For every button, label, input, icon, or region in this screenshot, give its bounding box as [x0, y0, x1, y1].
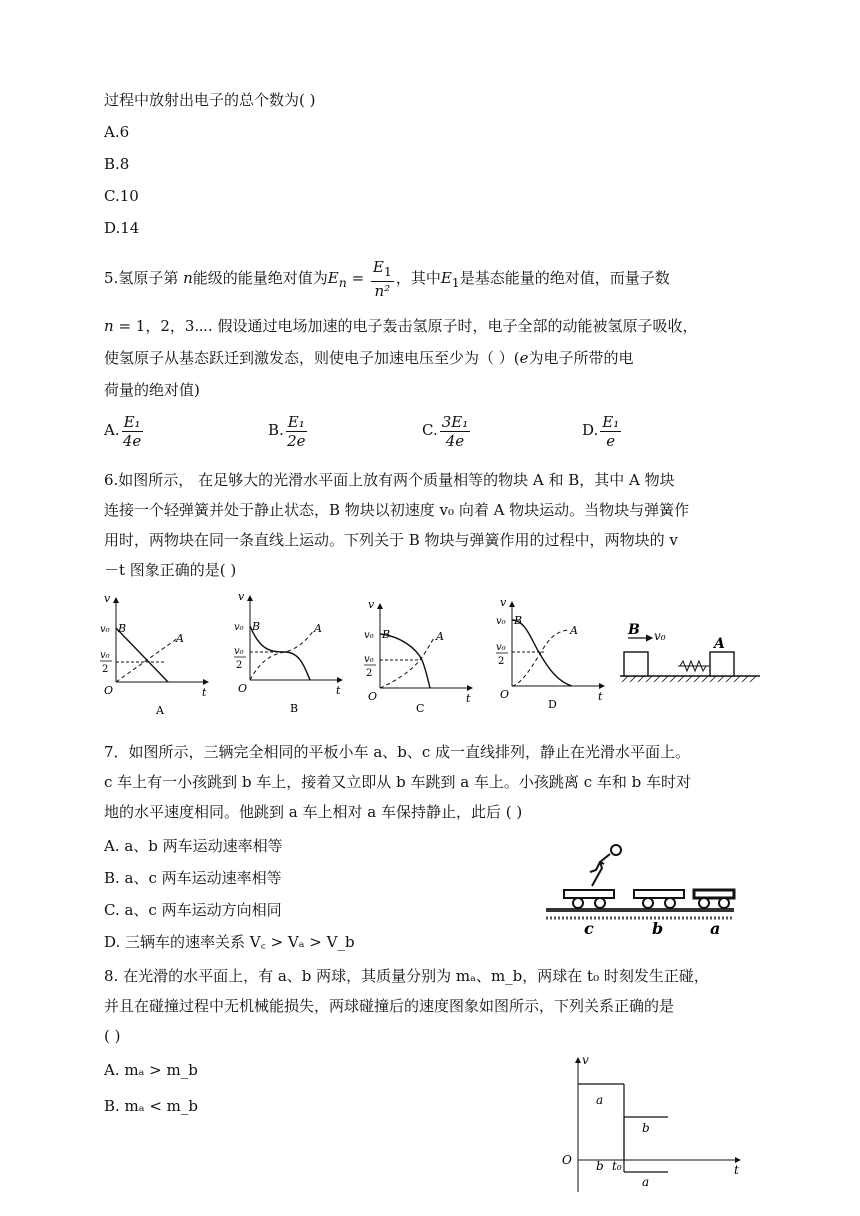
q6-graph-a [100, 592, 208, 717]
block-a [710, 652, 734, 676]
cart-b [634, 890, 684, 898]
q6-graph-c [364, 598, 472, 715]
svg-text:B: B [514, 614, 523, 627]
q5-line1: 5.氢原子第 n能级的能量绝对值为$E_n$ = $\frac{E_1}{\text{n²}}$ ，其中$E_1$是基态能量的绝对值，而量子数 [104, 258, 670, 300]
child-icon [590, 845, 621, 886]
svg-text:A: A [714, 636, 725, 652]
svg-text:O: O [500, 688, 510, 701]
q4-option-d: D.14 [104, 219, 140, 237]
q4-option-c: C.10 [104, 187, 139, 205]
q5-line2: n = 1，2，3⋯. 假设通过电场加速的电子轰击氢原子时，电子全部的动能被氢原子吸收， [104, 317, 698, 335]
q8-line3: ( ) [104, 1027, 121, 1045]
q6-line1: 6.如图所示， 在足够大的光滑水平面上放有两个质量相等的物块 A 和 B，其中 A 物块 [104, 471, 675, 489]
svg-text:O: O [104, 684, 114, 697]
q7-option-b: B. a、c 两车运动速率相等 [104, 869, 282, 887]
svg-text:B: B [382, 628, 391, 641]
svg-text:v: v [368, 598, 375, 611]
svg-text:v₀: v₀ [234, 622, 244, 633]
svg-text:2: 2 [236, 660, 243, 671]
svg-text:b: b [596, 1159, 604, 1173]
svg-text:t: t [336, 684, 341, 697]
q5-option-a: A. $\frac{\text{E₁}}{4e}$ [104, 412, 142, 450]
q7-line2: c 车上有一小孩跳到 b 车上，接着又立即从 b 车跳到 a 车上。小孩跳离 c 车和 b 车时对 [104, 773, 692, 791]
svg-text:t: t [598, 690, 603, 703]
q4-option-b: B.8 [104, 155, 130, 173]
svg-text:B: B [290, 702, 299, 715]
svg-text:D: D [548, 698, 557, 711]
svg-text:A: A [314, 622, 322, 635]
block-b [624, 652, 648, 676]
svg-text:v₀: v₀ [100, 650, 110, 661]
svg-text:A: A [156, 704, 164, 717]
q8-line1: 8. 在光滑的水平面上，有 a、b 两球，其质量分别为 mₐ、m_b，两球在 t₀ 时刻发生正碰， [104, 967, 709, 985]
svg-text:t: t [734, 1163, 739, 1177]
svg-text:v: v [238, 590, 245, 603]
svg-text:t: t [466, 692, 471, 705]
svg-text:C: C [416, 702, 425, 715]
svg-text:a: a [642, 1175, 650, 1189]
q7-carts-diagram [546, 842, 736, 937]
svg-text:v: v [500, 596, 507, 609]
svg-text:t₀: t₀ [612, 1159, 622, 1173]
svg-text:v₀: v₀ [364, 654, 374, 665]
q4-stem: 过程中放射出电子的总个数为( ) [104, 91, 316, 109]
svg-text:B: B [628, 622, 640, 638]
q6-vt-graphs [96, 590, 776, 720]
q5-option-d: D. $\frac{\text{E₁}}{e}$ [582, 412, 620, 450]
svg-text:v₀: v₀ [100, 624, 110, 635]
q4-option-a: A.6 [104, 123, 130, 141]
svg-text:A: A [436, 630, 444, 643]
q5-line3: 使氢原子从基态跃迁到激发态，则使电子加速电压至少为（ ）(e为电子所带的电 [104, 349, 634, 367]
svg-text:v₀: v₀ [364, 630, 374, 641]
q5-option-c: C. $\frac{\text{3E₁}}{4e}$ [422, 412, 469, 450]
q7-line1: 7．如图所示，三辆完全相同的平板小车 a、b、c 成一直线排列，静止在光滑水平面上。 [104, 743, 691, 761]
svg-text:a: a [710, 919, 721, 937]
svg-text:v: v [582, 1053, 589, 1067]
svg-text:O: O [238, 682, 248, 695]
q7-option-d: D. 三辆车的速率关系 V꜀ > Vₐ > V_b [104, 933, 355, 951]
svg-text:2: 2 [498, 656, 505, 667]
q6-graph-d [496, 596, 604, 711]
svg-text:A: A [176, 632, 184, 645]
svg-text:v₀: v₀ [654, 629, 666, 643]
q6-graph-b [234, 590, 342, 715]
svg-text:c: c [584, 919, 594, 937]
svg-text:B: B [118, 622, 127, 635]
spring [678, 661, 710, 671]
q7-option-a: A. a、b 两车运动速率相等 [104, 837, 283, 855]
svg-text:v₀: v₀ [496, 616, 506, 627]
svg-text:v₀: v₀ [234, 646, 244, 657]
q7-option-c: C. a、c 两车运动方向相同 [104, 901, 282, 919]
q8-velocity-graph [554, 1052, 754, 1194]
svg-text:t: t [202, 686, 207, 699]
q7-line3: 地的水平速度相同。他跳到 a 车上相对 a 车保持静止，此后 ( ) [104, 803, 523, 821]
svg-text:b: b [642, 1121, 650, 1135]
q8-line2: 并且在碰撞过程中无机械能损失，两球碰撞后的速度图象如图所示，下列关系正确的是 [104, 997, 675, 1015]
q5-energy-fraction: $\frac{E_1}{\text{n²}}$ [372, 258, 392, 300]
svg-text:v: v [104, 592, 111, 605]
q6-setup-diagram [620, 622, 760, 682]
svg-text:A: A [570, 624, 578, 637]
q6-line4: －t 图象正确的是( ) [104, 561, 237, 579]
q8-option-b: B. mₐ < m_b [104, 1097, 198, 1115]
q8-option-a: A. mₐ > m_b [104, 1061, 198, 1079]
svg-text:a: a [596, 1093, 604, 1107]
svg-text:O: O [562, 1153, 572, 1167]
svg-text:b: b [652, 919, 664, 937]
q5-line4: 荷量的绝对值) [104, 381, 200, 399]
cart-a [694, 890, 734, 898]
q6-line2: 连接一个轻弹簧并处于静止状态，B 物块以初速度 v₀ 向着 A 物块运动。当物块与弹簧作 [104, 501, 690, 519]
cart-c [564, 890, 614, 898]
svg-text:v₀: v₀ [496, 642, 506, 653]
svg-text:2: 2 [366, 668, 373, 679]
svg-text:O: O [368, 690, 378, 703]
svg-text:B: B [252, 620, 261, 633]
svg-text:2: 2 [102, 664, 109, 675]
q6-line3: 用时，两物块在同一条直线上运动。下列关于 B 物块与弹簧作用的过程中，两物块的 v [104, 531, 678, 549]
q5-option-b: B. $\frac{\text{E₁}}{2e}$ [268, 412, 306, 450]
